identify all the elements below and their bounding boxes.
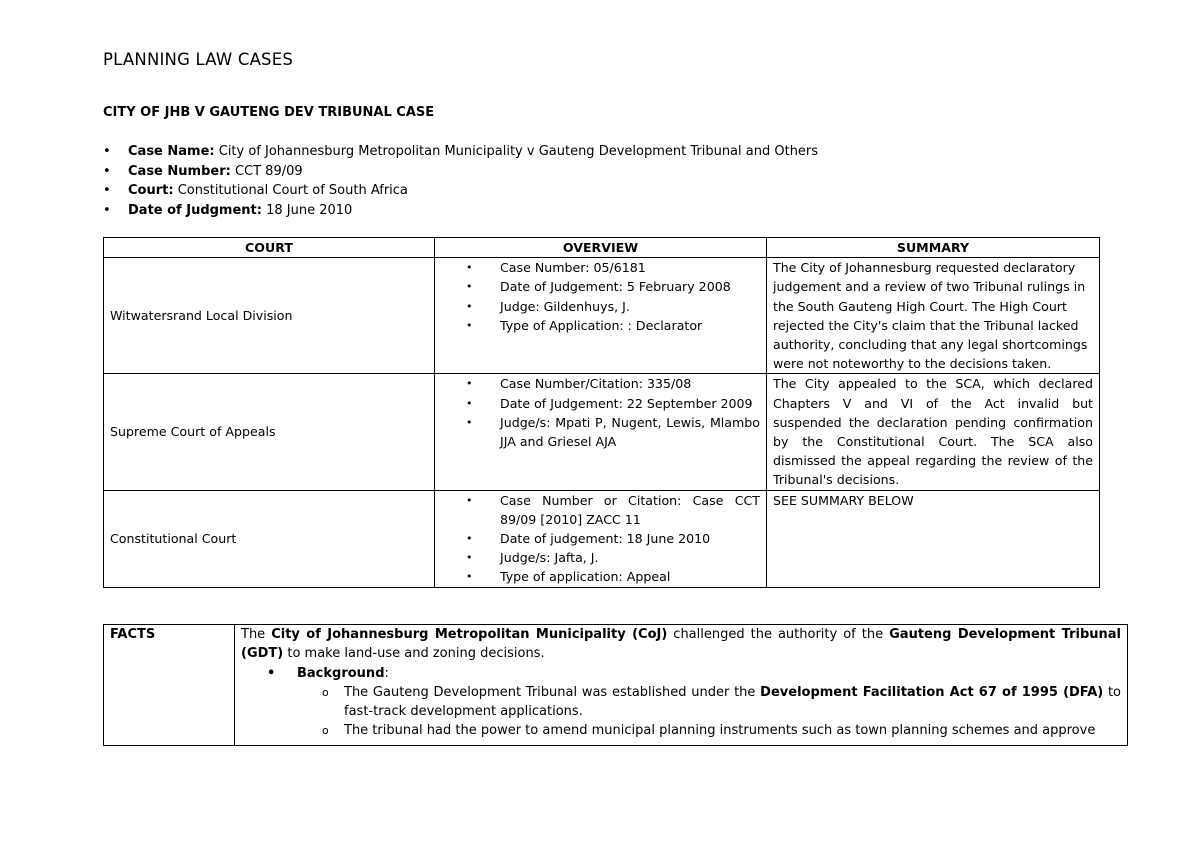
document-title: PLANNING LAW CASES [103,50,294,69]
sub-item-post: to fast-track development applications. [344,684,1121,720]
case-info-label: Case Name: [128,144,215,159]
case-info-label: Court: [128,183,174,198]
overview-item: • Date of judgement: 18 June 2010 [466,529,760,548]
overview-item: • Type of application: Appeal [466,567,760,586]
case-info-value: Constitutional Court of South Africa [173,183,408,198]
sub-item-pre: The Gauteng Development Tribunal was established under the [344,684,761,700]
case-info-item [103,142,818,162]
case-info-label: Date of Judgment: [128,202,262,218]
overview-list [441,258,760,335]
overview-list [441,374,760,451]
facts-intro-post: to make land-use and zoning decisions. [283,646,545,662]
background-sub-list [241,683,1121,741]
case-info-list [103,142,818,220]
court-cell: Supreme Court of Appeals [104,374,435,490]
header-court: COURT [104,238,435,258]
overview-item: • Type of Application: : Declarator [466,316,760,335]
overview-cell [435,258,767,374]
background-sub-item [241,721,1121,740]
facts-intro-pre: The [241,627,272,642]
summary-cell: The City appealed to the SCA, which declared Chapters V and VI of the Act invalid but suspended the declaration pending confirmation by the Constitutional Court. The SCA also dismissed the appeal regarding the review of the Tribunal's decisions. [767,374,1100,490]
sub-item-pre: The tribunal had the power to amend municipal planning instruments such as town planning schemes and approve [344,723,1096,739]
case-info-item [103,162,818,182]
overview-item: • Judge/s: Mpati P, Nugent, Lewis, Mlambo JJA and Griesel AJA [466,413,760,451]
facts-label: FACTS [104,625,235,746]
background-heading [261,664,1121,683]
overview-item: • Judge: Gildenhuys, J. [466,297,760,316]
facts-intro-entity-gdt: Gauteng Development Tribunal (GDT) [241,627,1121,662]
overview-list [441,491,760,587]
facts-intro-mid: challenged the authority of the [667,627,890,642]
facts-content [235,625,1128,746]
facts-row [104,625,1128,746]
court-cell: Witwatersrand Local Division [104,258,435,374]
background-colon: : [384,665,389,681]
table-header-row [104,238,1100,258]
court-cell: Constitutional Court [104,490,435,587]
case-info-value: 18 June 2010 [261,202,353,218]
case-info-item [103,181,818,201]
background-sub-item [241,683,1121,722]
background-label: Background [297,665,385,681]
table-row [104,490,1100,587]
case-info-label: Case Number: [128,163,231,179]
overview-cell [435,490,767,587]
case-heading: CITY OF JHB V GAUTENG DEV TRIBUNAL CASE [103,105,435,120]
table-row [104,374,1100,490]
overview-item: • Date of Judgement: 5 February 2008 [466,277,760,296]
courts-table [103,237,1100,588]
overview-cell [435,374,767,490]
sub-item-bold: Development Facilitation Act 67 of 1995 (DFA) [760,684,1104,700]
header-summary: SUMMARY [767,238,1100,258]
case-info-value: CCT 89/09 [230,163,303,179]
overview-item: • Case Number or Citation: Case CCT 89/09 [2010] ZACC 11 [466,491,760,529]
overview-item: • Case Number/Citation: 335/08 [466,374,760,393]
case-info-item [103,201,818,221]
overview-item: • Date of Judgement: 22 September 2009 [466,394,760,413]
facts-intro-entity-coj: City of Johannesburg Metropolitan Municipality (CoJ) [271,627,668,642]
facts-table [103,624,1128,746]
header-overview: OVERVIEW [435,238,767,258]
case-info-value: City of Johannesburg Metropolitan Municipality v Gauteng Development Tribunal and Others [214,144,819,159]
summary-cell: The City of Johannesburg requested declaratory judgement and a review of two Tribunal rulings in the South Gauteng High Court. The High Court rejected the City's claim that the Tribunal lacked authority, concluding that any legal shortcomings were not noteworthy to the decisions taken. [767,258,1100,374]
summary-cell: SEE SUMMARY BELOW [767,490,1100,587]
table-row [104,258,1100,374]
facts-intro [241,625,1121,664]
overview-item: • Case Number: 05/6181 [466,258,760,277]
overview-item: • Judge/s: Jafta, J. [466,548,760,567]
